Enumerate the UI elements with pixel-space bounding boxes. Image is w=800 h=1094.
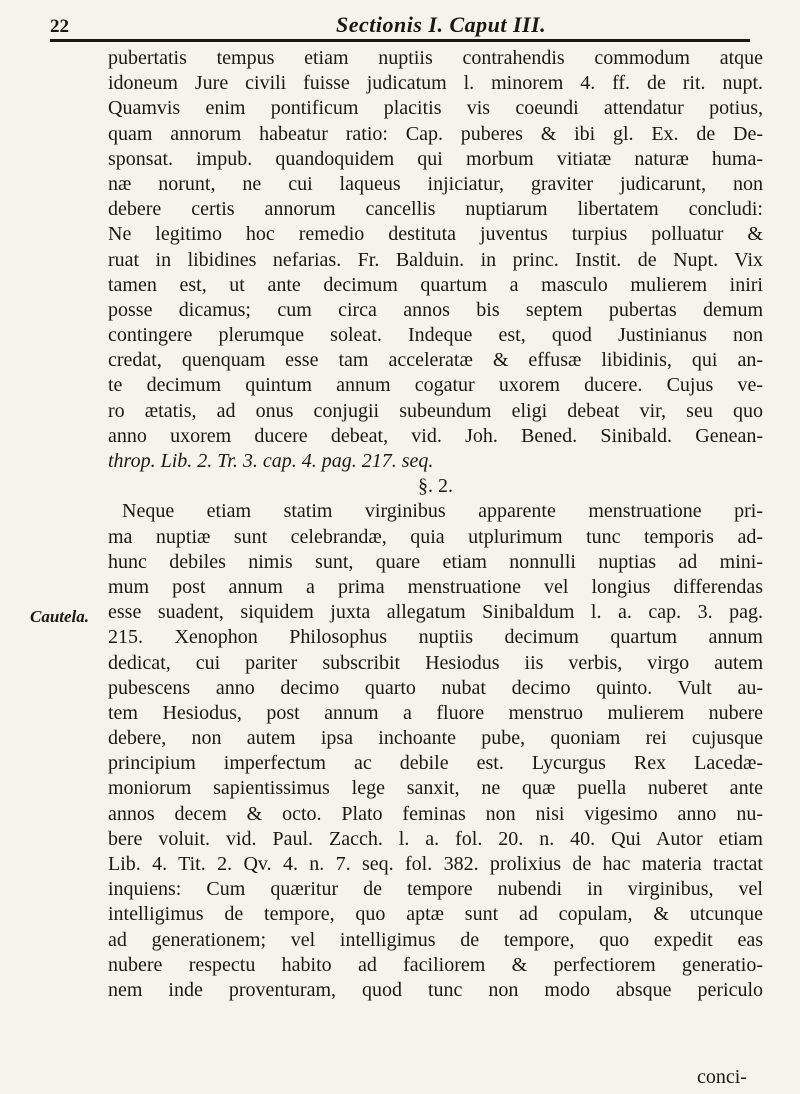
catchword: conci- <box>697 1066 747 1088</box>
text-line: dedicat, cui pariter subscribit Hesiodus iis verbis, virgo autem <box>108 651 763 674</box>
text-line: tem Hesiodus, post annum a fluore menstruo mulierem nubere <box>108 701 763 724</box>
page-header <box>50 8 750 38</box>
text-line: Neque etiam statim virginibus apparente menstruatione pri- <box>122 500 763 523</box>
text-line: ad generationem; vel intelligimus de tempore, quo expedit eas <box>108 928 763 951</box>
text-line: tamen est, ut ante decimum quartum a masculo mulierem iniri <box>108 273 763 296</box>
text-line: næ norunt, ne cui laqueus injiciatur, graviter judicarunt, non <box>108 172 763 195</box>
text-line: debere, non autem ipsa inchoante pube, quoniam rei cujusque <box>108 727 763 750</box>
text-line: sponsat. impub. quandoquidem qui morbum vitiatæ naturæ huma- <box>108 147 763 170</box>
text-line: annos decem & octo. Plato feminas non nisi vigesimo anno nu- <box>108 802 763 825</box>
text-line: ro ætatis, ad onus conjugii subeundum eligi debeat vir, seu quo <box>108 399 763 422</box>
text-line: posse dicamus; cum circa annos bis septem pubertas demum <box>108 298 763 321</box>
text-line: Quamvis enim pontificum placitis vis coeundi attendatur potius, <box>108 97 763 120</box>
text-line: inquiens: Cum quæritur de tempore nubendi in virginibus, vel <box>108 878 763 901</box>
text-line: te decimum quintum annum cogatur uxorem ducere. Cujus ve- <box>108 374 763 397</box>
text-line: nubere respectu habito ad faciliorem & perfectiorem generatio- <box>108 953 763 976</box>
text-line: quam annorum habeatur ratio: Cap. puberes & ibi gl. Ex. de De- <box>108 122 763 145</box>
text-line: nem inde proventuram, quod tunc non modo absque periculo <box>108 978 763 1001</box>
text-line: pubertatis tempus etiam nuptiis contrahendis commodum atque <box>108 47 763 69</box>
text-line: 215. Xenophon Philosophus nuptiis decimum quartum annum <box>108 626 763 649</box>
text-line: debere certis annorum cancellis nuptiarum libertatem concludi: <box>108 198 763 221</box>
text-line: pubescens anno decimo quarto nubat decimo quinto. Vult au- <box>108 676 763 699</box>
text-line: Lib. 4. Tit. 2. Qv. 4. n. 7. seq. fol. 382. prolixius de hac materia tractat <box>108 853 763 875</box>
paragraph-1 <box>108 46 763 474</box>
text-line: principium imperfectum ac debile est. Lycurgus Rex Lacedæ- <box>108 752 763 775</box>
text-line: mum post annum a prima menstruatione vel longius differendas <box>108 575 763 598</box>
text-body <box>108 46 763 1003</box>
margin-note: Cautela. <box>30 607 90 626</box>
text-line: ma nuptiæ sunt celebrandæ, quia utplurimum tunc temporis ad- <box>108 525 763 548</box>
text-line: esse suadent, siquidem juxta allegatum Sinibaldum l. a. cap. 3. pag. <box>108 601 763 624</box>
text-line: anno uxorem ducere debeat, vid. Joh. Bened. Sinibald. Genean- <box>108 424 763 447</box>
page-number: 22 <box>50 16 69 37</box>
text-line: contingere plerumque soleat. Indeque est, quod Justinianus non <box>108 324 763 347</box>
text-line: Ne legitimo hoc remedio destituta juventus turpius polluatur & <box>108 223 763 246</box>
paragraph-2 <box>108 499 763 1003</box>
running-head: Sectionis I. Caput III. <box>336 12 547 37</box>
header-rule <box>50 39 750 42</box>
text-line: bere voluit. vid. Paul. Zacch. l. a. fol. 20. n. 40. Qui Autor etiam <box>108 827 763 850</box>
text-line: ruat in libidines nefarias. Fr. Balduin. in princ. Instit. de Nupt. Vix <box>108 248 763 271</box>
text-line: throp. Lib. 2. Tr. 3. cap. 4. pag. 217. seq. <box>108 450 434 472</box>
text-line: credat, quenquam esse tam acceleratæ & effusæ libidinis, qui an- <box>108 349 763 372</box>
text-line: hunc debiles nimis sunt, quare etiam nonnulli nuptias ad mini- <box>108 550 763 573</box>
section-mark: §. 2. <box>418 475 453 498</box>
text-line: intelligimus de tempore, quo aptæ sunt ad copulam, & utcunque <box>108 903 763 926</box>
text-line: moniorum sapientissimus lege sanxit, ne quæ puella nuberet ante <box>108 777 763 800</box>
text-line: idoneum Jure civili fuisse judicatum l. minorem 4. ff. de rit. nupt. <box>108 72 763 95</box>
